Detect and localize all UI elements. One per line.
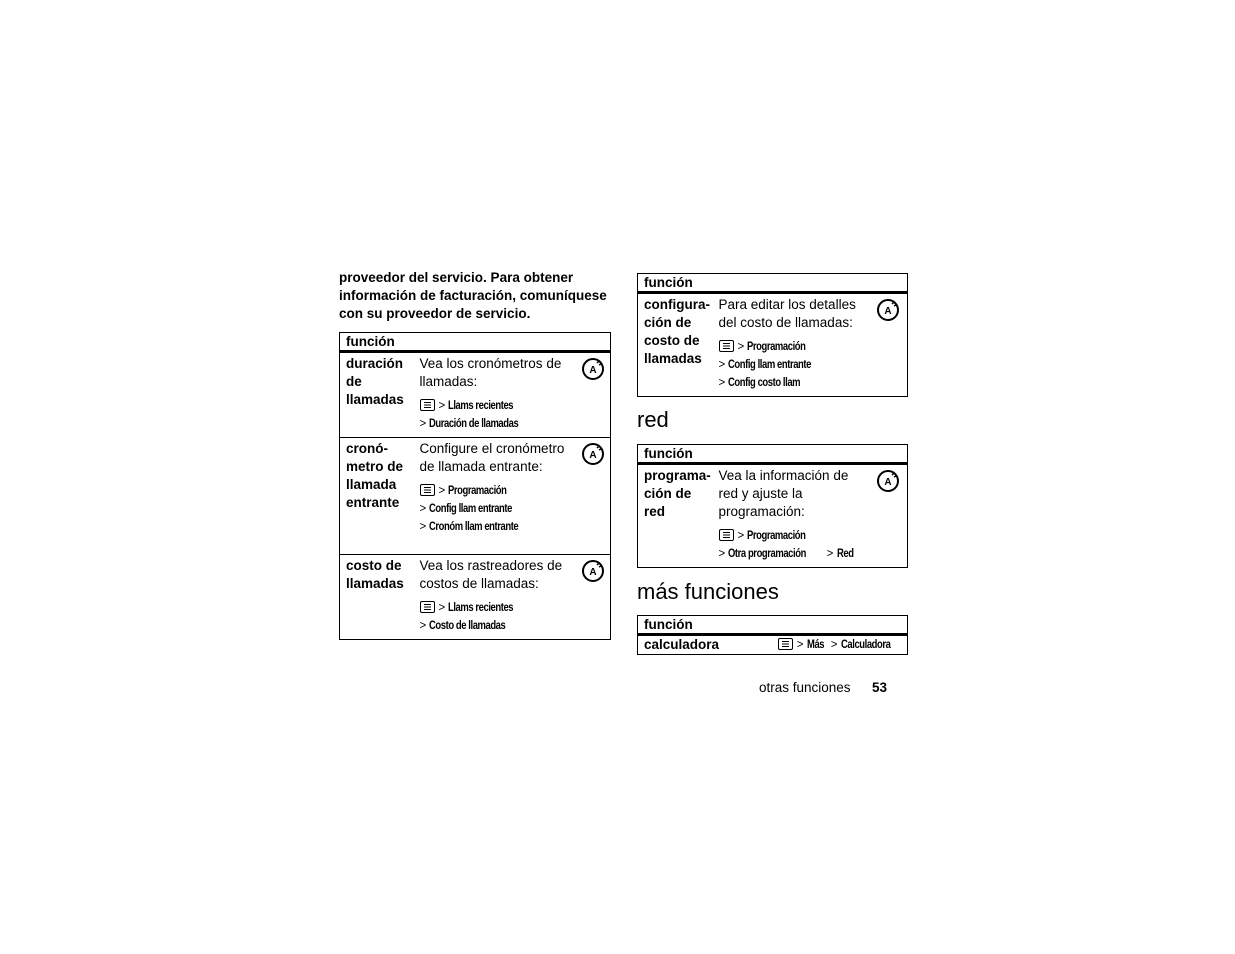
feature-description: Para editar los detalles del costo de llamadas: bbox=[718, 297, 856, 330]
feature-name: calculadora bbox=[644, 637, 720, 652]
menu-key-icon bbox=[719, 529, 734, 541]
section-heading-mas-funciones: más funciones bbox=[637, 579, 779, 604]
intro-paragraph: proveedor del servicio. Para obtener información de facturación, comuníquese con su proveedor de servicio. bbox=[339, 270, 607, 321]
menu-key-icon bbox=[420, 399, 435, 411]
svg-text:A: A bbox=[589, 365, 597, 376]
feature-table-call-cost bbox=[637, 273, 908, 397]
network-dependent-icon bbox=[581, 442, 605, 466]
feature-table-call-timers bbox=[339, 332, 611, 640]
feature-name: configura-ción de costo de llamadas bbox=[644, 297, 710, 366]
feature-name: programa-ción de red bbox=[644, 468, 711, 519]
menu-path: > Programación > Config llam entrante > Cronóm llam entrante bbox=[419, 485, 519, 533]
section-heading-red: red bbox=[637, 407, 669, 432]
menu-key-icon bbox=[420, 601, 435, 613]
feature-name: cronó-metro de llamada entrante bbox=[346, 441, 404, 510]
svg-text:A: A bbox=[884, 306, 892, 317]
menu-key-icon bbox=[420, 484, 435, 496]
table-row bbox=[340, 555, 611, 640]
menu-key-icon bbox=[719, 340, 734, 352]
table-header: función bbox=[638, 445, 908, 464]
table-row bbox=[638, 293, 908, 397]
network-dependent-icon bbox=[581, 357, 605, 381]
feature-table-network bbox=[637, 444, 908, 568]
feature-table-more bbox=[637, 615, 908, 655]
table-header: función bbox=[340, 333, 611, 352]
feature-description: Vea la información de red y ajuste la programación: bbox=[718, 468, 849, 519]
footer-section-label: otras funciones bbox=[759, 680, 851, 695]
menu-path: > Programación > Otra programación > Red bbox=[718, 530, 854, 560]
table-header: función bbox=[638, 616, 908, 635]
svg-text:A: A bbox=[589, 567, 597, 578]
menu-key-icon bbox=[778, 638, 793, 650]
table-row bbox=[638, 464, 908, 568]
svg-text:A: A bbox=[884, 477, 892, 488]
feature-description: Vea los cronómetros de llamadas: bbox=[419, 356, 562, 389]
page-number: 53 bbox=[872, 680, 888, 695]
feature-name: duración de llamadas bbox=[346, 356, 404, 407]
network-dependent-icon bbox=[876, 298, 900, 322]
feature-description: Configure el cronómetro de llamada entrante: bbox=[419, 441, 565, 474]
table-row bbox=[638, 635, 908, 655]
menu-path: > Llams recientes > Duración de llamadas bbox=[419, 400, 519, 430]
table-row bbox=[340, 438, 611, 555]
network-dependent-icon bbox=[876, 469, 900, 493]
menu-path: > Llams recientes > Costo de llamadas bbox=[419, 602, 514, 632]
svg-text:A: A bbox=[589, 450, 597, 461]
feature-name: costo de llamadas bbox=[346, 558, 404, 591]
menu-path: > Más > Calculadora bbox=[768, 636, 902, 654]
network-dependent-icon bbox=[581, 559, 605, 583]
feature-description: Vea los rastreadores de costos de llamadas: bbox=[419, 558, 563, 591]
table-header: función bbox=[638, 274, 908, 293]
table-row bbox=[340, 352, 611, 438]
menu-path: > Programación > Config llam entrante > Config costo llam bbox=[718, 341, 812, 389]
